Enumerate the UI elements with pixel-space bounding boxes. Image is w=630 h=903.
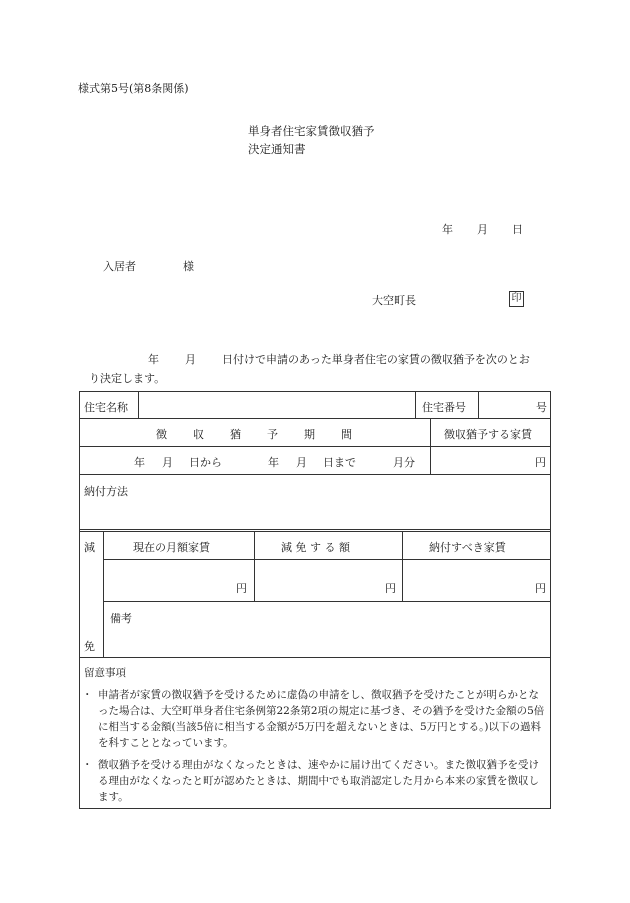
row-divider xyxy=(79,474,551,475)
date-month: 月 xyxy=(477,223,488,236)
period-start-year: 年 xyxy=(134,456,145,469)
housing-name-label: 住宅名称 xyxy=(84,401,128,414)
date-day: 日 xyxy=(512,223,523,236)
remarks-label: 備考 xyxy=(110,612,132,625)
row-divider xyxy=(79,446,551,447)
row-divider xyxy=(103,601,551,602)
issuer-name: 大空町長 xyxy=(372,294,416,307)
note-item: ・ 徴収猶予を受ける理由がなくなったときは、速やかに届け出てください。また徴収猶予を受ける理由がなくなったと町が認めたときは、期間中でも取消認定した月から本来の家賃を徴収します。 xyxy=(84,757,546,805)
period-end-month: 月 xyxy=(296,456,307,469)
payment-method-label: 納付方法 xyxy=(84,485,128,498)
deferred-rent-header: 徴収猶予する家賃 xyxy=(444,428,532,441)
payable-rent-header: 納付すべき家賃 xyxy=(429,541,506,554)
intro-year: 年 xyxy=(148,353,159,366)
reduction-label-bottom: 免 xyxy=(84,640,95,653)
current-rent-yen: 円 xyxy=(236,582,247,595)
title-line-2: 決定通知書 xyxy=(248,142,306,156)
col-divider xyxy=(478,391,479,418)
period-end-year: 年 xyxy=(268,456,279,469)
period-header-char: 徴 xyxy=(156,428,167,441)
note-item: ・ 申請者が家賃の徴収猶予を受けるために虚偽の申請をし、徴収猶予を受けたことが明らかとなった場合は、大空町単身者住宅条例第22条第2項の規定に基づき、その猶予を受けた金額の5倍に相当する金額(当該5倍に相当する金額が5万円を超えないときは、5万円とする。)以下の過料を科すこととなっています。 xyxy=(84,687,546,751)
period-header-char: 収 xyxy=(193,428,204,441)
period-header-char: 猶 xyxy=(230,428,241,441)
reduction-amount-yen: 円 xyxy=(385,582,396,595)
form-label: 様式第5号(第8条関係) xyxy=(78,82,189,95)
row-divider xyxy=(103,559,551,560)
date-year: 年 xyxy=(442,223,453,236)
deferred-rent-yen: 円 xyxy=(535,456,546,469)
intro-text: 日付けで申請のあった単身者住宅の家賃の徴収猶予を次のとお xyxy=(222,353,530,366)
col-divider xyxy=(430,418,431,474)
period-header-char: 間 xyxy=(341,428,352,441)
document-title xyxy=(248,122,375,158)
col-divider xyxy=(103,531,104,657)
col-divider xyxy=(138,391,139,418)
period-header-char: 予 xyxy=(267,428,278,441)
period-end-day: 日まで xyxy=(323,456,356,469)
row-divider xyxy=(79,418,551,419)
seal-mark: 印 xyxy=(509,291,524,307)
current-rent-header: 現在の月額家賃 xyxy=(133,541,210,554)
intro-month: 月 xyxy=(185,353,196,366)
housing-number-unit: 号 xyxy=(536,401,547,414)
intro-text-line2: り決定します。 xyxy=(89,372,166,385)
col-divider xyxy=(415,391,416,418)
col-divider xyxy=(254,531,255,601)
row-divider xyxy=(79,657,551,658)
period-start-day: 日から xyxy=(189,456,222,469)
addressee-suffix: 様 xyxy=(183,260,194,273)
addressee-label: 入居者 xyxy=(103,260,136,273)
row-divider xyxy=(79,531,551,532)
col-divider xyxy=(402,531,403,601)
period-months: 月分 xyxy=(393,456,415,469)
payable-rent-yen: 円 xyxy=(535,582,546,595)
period-header-char: 期 xyxy=(304,428,315,441)
notes-section xyxy=(84,665,546,811)
reduction-amount-header: 減 免 す る 額 xyxy=(281,541,350,554)
reduction-label-top: 減 xyxy=(84,541,95,554)
row-divider xyxy=(79,529,551,530)
title-line-1: 単身者住宅家賃徴収猶予 xyxy=(248,124,375,138)
housing-number-label: 住宅番号 xyxy=(422,401,466,414)
notes-title: 留意事項 xyxy=(84,667,126,679)
period-start-month: 月 xyxy=(162,456,173,469)
